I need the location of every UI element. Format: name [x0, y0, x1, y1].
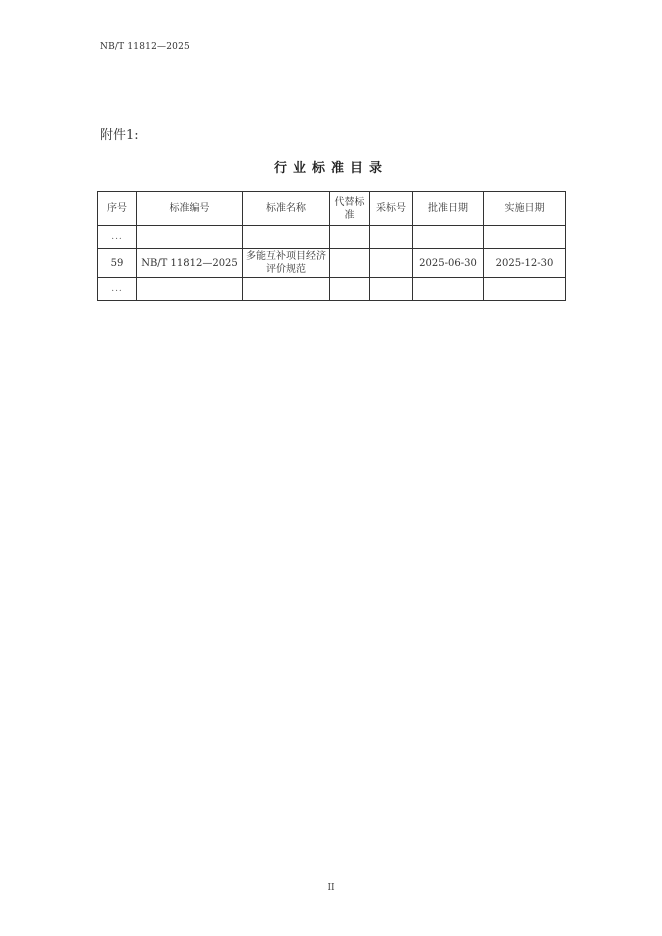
table-row [98, 249, 566, 278]
attachment-label: 附件1: [100, 128, 139, 143]
column-header-standard-number: 标准编号 [137, 192, 243, 226]
column-header-adopted-standard: 采标号 [370, 192, 413, 226]
table-cell [413, 226, 484, 249]
table-cell: ... [98, 278, 137, 301]
table-cell [370, 249, 413, 278]
table-cell [370, 278, 413, 301]
table-cell [243, 226, 330, 249]
table-row [98, 278, 566, 301]
table-header-row [98, 192, 566, 226]
column-header-replaced-standard: 代替标准 [330, 192, 370, 226]
table-cell: NB/T 11812—2025 [137, 249, 243, 278]
document-code-header: NB/T 11812—2025 [100, 42, 190, 52]
column-header-standard-name: 标准名称 [243, 192, 330, 226]
standards-catalog-table [97, 191, 566, 301]
table-cell: 多能互补项目经济评价规范 [243, 249, 330, 278]
table-cell [137, 278, 243, 301]
table-cell [484, 278, 566, 301]
table-cell [370, 226, 413, 249]
column-header-implementation-date: 实施日期 [484, 192, 566, 226]
table-cell [243, 278, 330, 301]
table-cell [484, 226, 566, 249]
table-cell: ... [98, 226, 137, 249]
table-cell [330, 226, 370, 249]
table-cell [137, 226, 243, 249]
page-title: 行业标准目录 [273, 161, 388, 176]
table-cell: 59 [98, 249, 137, 278]
table-cell: 2025-12-30 [484, 249, 566, 278]
table-cell [330, 278, 370, 301]
page-number: II [327, 883, 335, 893]
table-cell [413, 278, 484, 301]
column-header-serial: 序号 [98, 192, 137, 226]
table-cell: 2025-06-30 [413, 249, 484, 278]
column-header-approval-date: 批准日期 [413, 192, 484, 226]
table-cell [330, 249, 370, 278]
table-row [98, 226, 566, 249]
